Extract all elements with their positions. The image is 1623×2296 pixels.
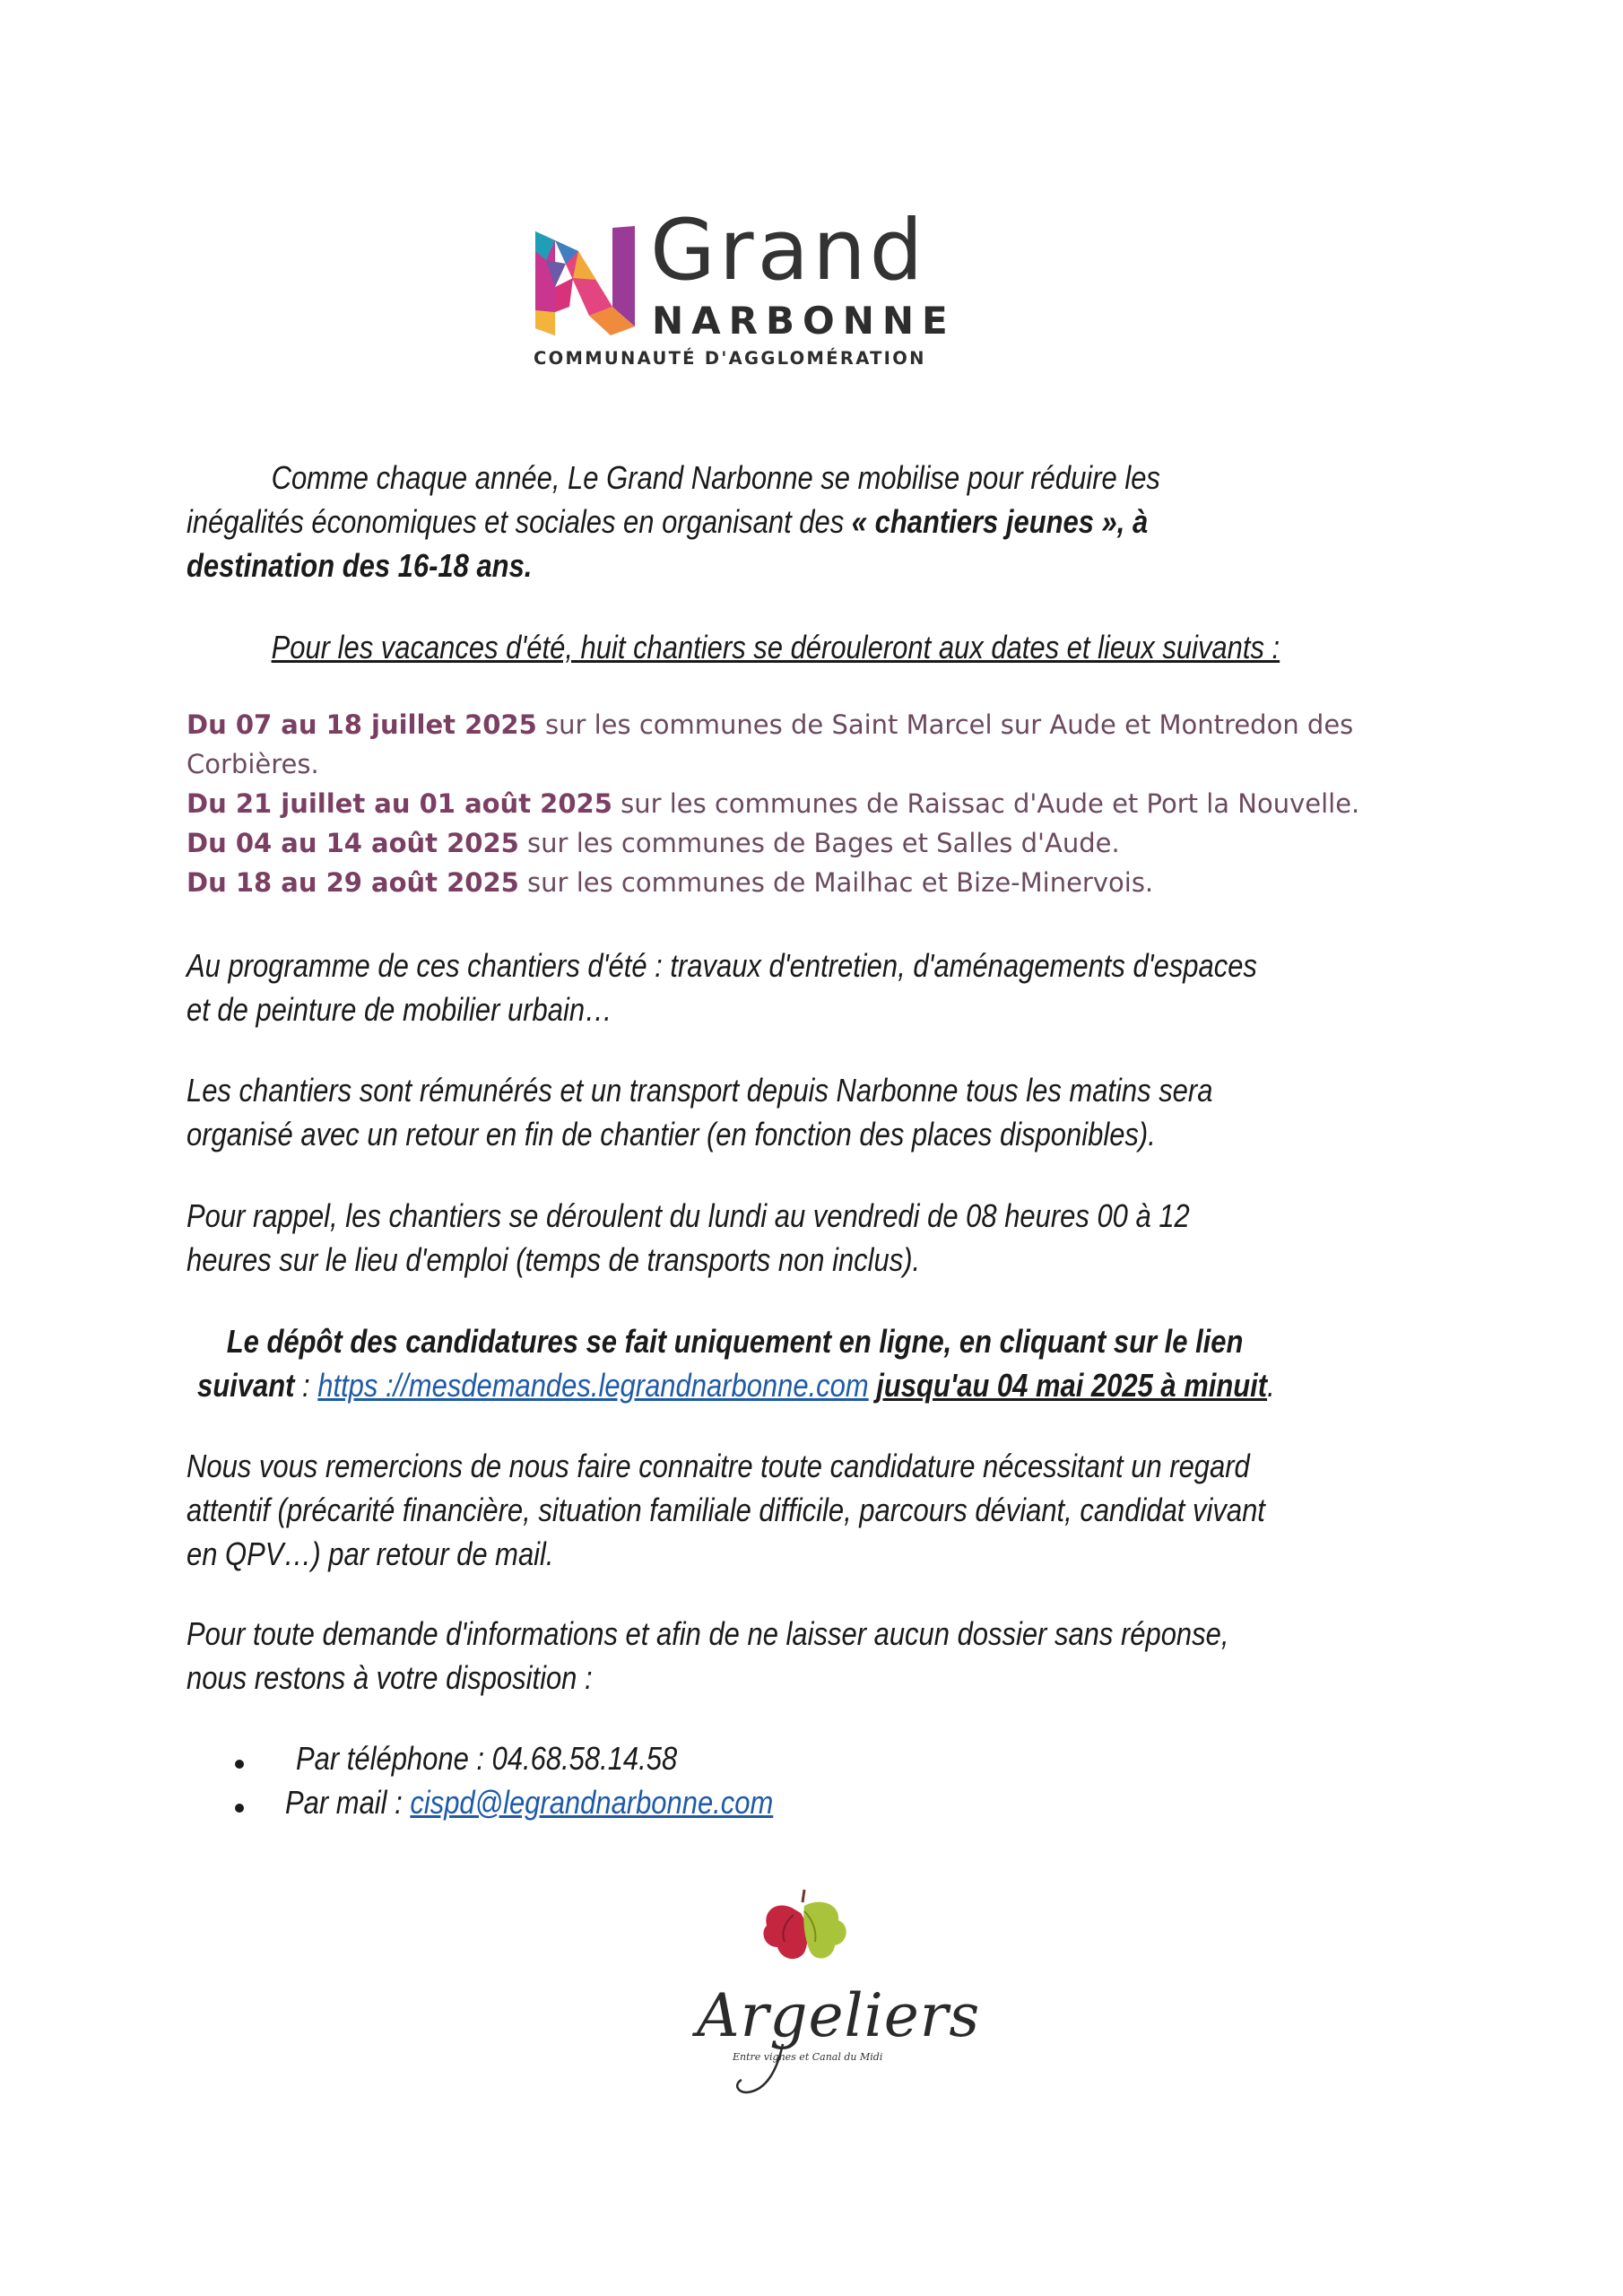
bullet <box>235 1804 244 1813</box>
grand-narbonne-logo <box>534 202 1000 372</box>
deposit-paragraph <box>187 1319 1281 1407</box>
mail-label: Par mail : <box>285 1784 411 1821</box>
application-link[interactable]: https ://mesdemandes.legrandnarbonne.com <box>317 1367 869 1404</box>
date-period: Du 07 au 18 juillet 2025 <box>187 709 537 740</box>
intro-paragraph <box>187 456 1281 587</box>
date-item <box>187 823 1460 863</box>
date-place: sur les communes de Raissac d'Aude et Port la Nouvelle. <box>612 788 1360 819</box>
date-place: sur les communes de Bages et Salles d'Aude. <box>518 828 1120 858</box>
deposit-deadline: jusqu'au 04 mai 2025 à minuit <box>876 1367 1268 1404</box>
contact-phone <box>296 1736 1221 1780</box>
phone-number[interactable]: 04.68.58.14.58 <box>491 1740 678 1777</box>
reminder-paragraph: Pour rappel, les chantiers se déroulent du lundi au vendredi de 08 heures 00 à 12 heures sur le lieu d'emploi (temps de transports non inclus). <box>187 1197 1190 1278</box>
deposit-line-1: Le dépôt des candidatures se fait uniquement en ligne, en cliquant sur le lien <box>226 1323 1244 1360</box>
date-place: sur les communes de Mailhac et Bize-Minervois. <box>518 867 1154 898</box>
deposit-separator: : <box>294 1367 318 1404</box>
summer-heading-text: Pour les vacances d'été, huit chantiers se dérouleront aux dates et lieux suivants : <box>271 629 1280 665</box>
argeliers-logo <box>686 1888 981 2094</box>
grand-narbonne-n-mark-icon <box>534 224 637 336</box>
summer-heading <box>187 625 1281 669</box>
date-item <box>187 705 1460 784</box>
bullet <box>235 1760 244 1769</box>
mail-link[interactable]: cispd@legrandnarbonne.com <box>410 1784 774 1821</box>
footer-logo-name: Argeliers <box>697 1981 981 2050</box>
program-paragraph: Au programme de ces chantiers d'été : travaux d'entretien, d'aménagements d'espaces et de peinture de mobilier urbain… <box>187 947 1257 1028</box>
logo-tagline: COMMUNAUTÉ D'AGGLOMÉRATION <box>534 348 926 369</box>
phone-label: Par téléphone : <box>296 1740 492 1777</box>
deposit-lead: suivant <box>197 1367 295 1404</box>
logo-swash-icon <box>731 2042 785 2096</box>
date-item <box>187 863 1460 902</box>
intro-text: Comme chaque année, Le Grand Narbonne se mobilise pour réduire les inégalités économiques et sociales en organisant des <box>187 459 1160 540</box>
logo-subtitle: NARBONNE <box>652 299 956 343</box>
deposit-line-2 <box>187 1363 1281 1407</box>
grape-leaf-icon <box>758 1888 856 1978</box>
logo-title: Grand <box>650 202 927 300</box>
contact-mail <box>285 1780 1211 1824</box>
date-period: Du 21 juillet au 01 août 2025 <box>187 788 612 819</box>
date-item <box>187 784 1460 823</box>
paid-paragraph: Les chantiers sont rémunérés et un transport depuis Narbonne tous les matins sera organisé avec un retour en fin de chantier (en fonction des places disponibles). <box>187 1072 1213 1152</box>
date-period: Du 04 au 14 août 2025 <box>187 828 519 858</box>
intro-bold: « chantiers jeunes », à destination des 16-18 ans. <box>187 503 1149 584</box>
date-place: sur les communes de Saint Marcel sur Aude et Montredon des Corbières. <box>187 709 1354 779</box>
date-period: Du 18 au 29 août 2025 <box>187 867 519 898</box>
thanks-paragraph: Nous vous remercions de nous faire connaitre toute candidature nécessitant un regard attentif (précarité financière, situation familiale difficile, parcours déviant, candidat vivant en QPV…) par retour de mail. <box>187 1448 1265 1572</box>
deposit-end: . <box>1267 1367 1275 1404</box>
contact-intro-paragraph: Pour toute demande d'informations et afin de ne laisser aucun dossier sans réponse, nous restons à votre disposition : <box>187 1615 1229 1696</box>
footer-logo-tagline: Entre vignes et Canal du Midi <box>733 2051 883 2063</box>
